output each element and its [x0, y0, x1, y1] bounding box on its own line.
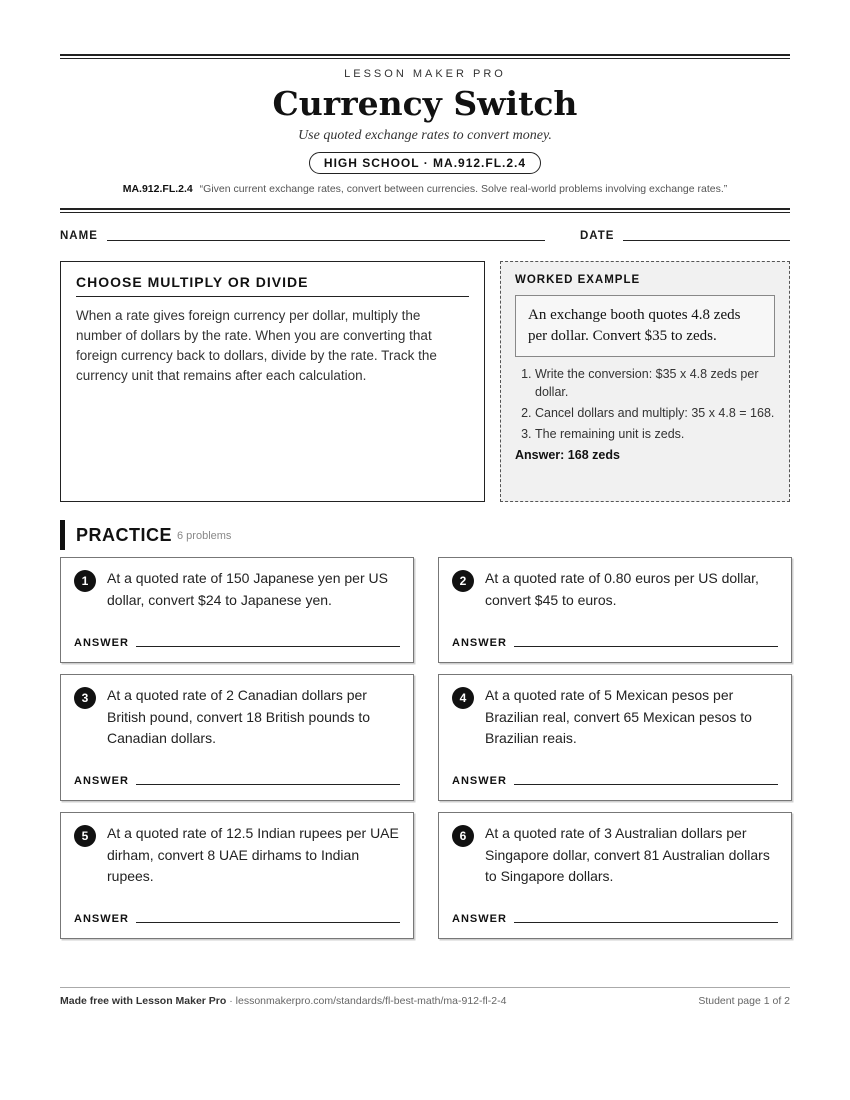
worked-example-question: An exchange booth quotes 4.8 zeds per dollar. Convert $35 to zeds. — [515, 295, 775, 357]
problem-card-4 — [438, 674, 792, 801]
problem-number: 3 — [74, 687, 96, 709]
answer-field[interactable] — [136, 646, 400, 647]
problem-card-5 — [60, 812, 414, 939]
name-label: NAME — [60, 230, 98, 242]
problem-number: 6 — [452, 825, 474, 847]
date-label: DATE — [580, 230, 615, 242]
worked-example-step: 3. The remaining unit is zeds. — [535, 425, 775, 443]
standard-text: “Given current exchange rates, convert between currencies. Solve real-world problems involving exchange rates.” — [199, 183, 728, 195]
problem-text: At a quoted rate of 12.5 Indian rupees per UAE dirham, convert 8 UAE dirhams to Indian rupees. — [107, 825, 399, 884]
practice-count: 6 problems — [177, 530, 232, 542]
problem-card-3 — [60, 674, 414, 801]
problem-text: At a quoted rate of 2 Canadian dollars per British pound, convert 18 British pounds to Canadian dollars. — [107, 687, 371, 746]
problem-card-6 — [438, 812, 792, 939]
standard-code: MA.912.FL.2.4 — [122, 183, 193, 195]
problem-number: 5 — [74, 825, 96, 847]
practice-accent-bar — [60, 520, 65, 550]
problem-number: 1 — [74, 570, 96, 592]
answer-field[interactable] — [514, 922, 778, 923]
page-footer — [60, 987, 790, 1007]
answer-field[interactable] — [136, 922, 400, 923]
answer-label: ANSWER — [74, 637, 129, 649]
answer-label: ANSWER — [452, 775, 507, 787]
worked-example-box — [500, 261, 790, 502]
answer-label: ANSWER — [452, 637, 507, 649]
worked-example-answer: Answer: 168 zeds — [515, 448, 620, 462]
top-divider — [60, 54, 790, 59]
answer-field[interactable] — [514, 646, 778, 647]
page-title: Currency Switch — [272, 84, 578, 123]
grade-badge: HIGH SCHOOL · MA.912.FL.2.4 — [309, 152, 541, 174]
instructions-body: When a rate gives foreign currency per dollar, multiply the number of dollars by the rate. When you are converting that foreign currency back to dollars, divide by the rate. Track the currency unit that remains after each calculation. — [76, 308, 437, 383]
grade-badge-wrap — [60, 152, 790, 174]
answer-label: ANSWER — [74, 913, 129, 925]
answer-field[interactable] — [136, 784, 400, 785]
problem-card-2 — [438, 557, 792, 663]
page-subtitle: Use quoted exchange rates to convert money. — [298, 128, 552, 143]
instructions-box — [60, 261, 485, 502]
footer-page-number: Student page 1 of 2 — [698, 995, 790, 1007]
date-field[interactable] — [623, 240, 790, 241]
name-field[interactable] — [107, 240, 545, 241]
problem-number: 2 — [452, 570, 474, 592]
brand-name: LESSON MAKER PRO — [344, 68, 506, 80]
footer-url[interactable]: · lessonmakerpro.com/standards/fl-best-math/ma-912-fl-2-4 — [226, 995, 507, 1007]
standard-line — [60, 183, 790, 195]
name-date-row — [60, 230, 790, 246]
answer-field[interactable] — [514, 784, 778, 785]
problem-card-1 — [60, 557, 414, 663]
answer-label: ANSWER — [74, 775, 129, 787]
practice-header — [60, 520, 790, 550]
problem-text: At a quoted rate of 150 Japanese yen per US dollar, convert $24 to Japanese yen. — [107, 570, 388, 608]
problem-text: At a quoted rate of 3 Australian dollars per Singapore dollar, convert 81 Australian dollars to Singapore dollars. — [485, 825, 770, 884]
worked-example-step: 2. Cancel dollars and multiply: 35 x 4.8 = 168. — [535, 404, 775, 422]
worked-example-steps — [515, 365, 775, 443]
footer-credit: Made free with Lesson Maker Pro — [60, 995, 227, 1007]
practice-title: PRACTICE — [76, 525, 173, 545]
worked-example-step: 1. Write the conversion: $35 x 4.8 zeds per dollar. — [535, 365, 775, 401]
problem-text: At a quoted rate of 0.80 euros per US dollar, convert $45 to euros. — [485, 570, 759, 608]
header-divider — [60, 208, 790, 213]
problem-number: 4 — [452, 687, 474, 709]
problem-text: At a quoted rate of 5 Mexican pesos per Brazilian real, convert 65 Mexican pesos to Brazilian reais. — [485, 687, 752, 746]
answer-label: ANSWER — [452, 913, 507, 925]
worked-example-heading: WORKED EXAMPLE — [515, 274, 641, 286]
instructions-heading: CHOOSE MULTIPLY OR DIVIDE — [76, 274, 469, 297]
